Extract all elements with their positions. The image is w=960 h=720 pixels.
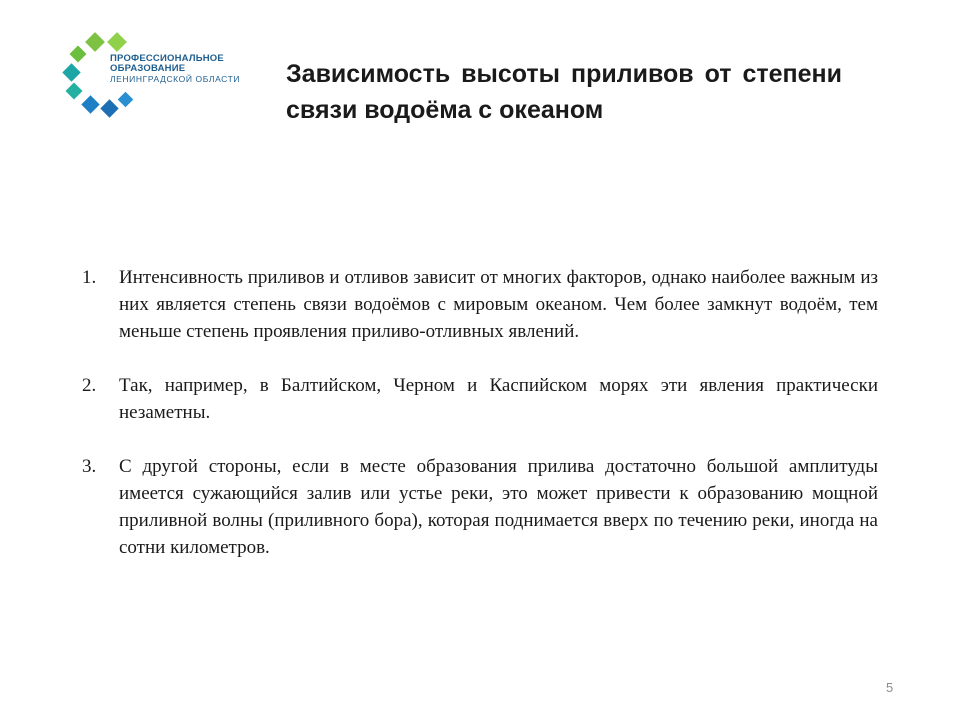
list-item [82,372,878,426]
logo-green-square [107,32,127,52]
page-number: 5 [886,680,894,695]
logo-blue-square [100,99,118,117]
list-item-text: Так, например, в Балтийском, Черном и Каспийском морях эти явления практически незаметны. [119,375,878,423]
logo-teal-square [66,83,83,100]
list-item-text: Интенсивность приливов и отливов зависит от многих факторов, однако наиболее важным из них является степень связи водоёмов с мировым океаном. Чем более замкнут водоём, тем меньше степень проявления приливо-отливных явлений. [119,267,878,342]
numbered-list [82,264,878,561]
list-item-number: 2. [82,375,97,396]
logo-blue-square [118,92,134,108]
logo-line-3: ЛЕНИНГРАДСКОЙ ОБЛАСТИ [110,74,241,84]
logo-green-square [70,46,87,63]
list-item-number: 3. [82,456,97,477]
list-item-number: 1. [82,267,97,288]
slide-title: Зависимость высоты приливов от степени связи водоёма с океаном [286,60,842,124]
logo-line-1: ПРОФЕССИОНАЛЬНОЕ [110,53,224,64]
logo-blue-square [81,95,99,113]
list-item [82,453,878,561]
logo-text [110,54,240,84]
logo [60,30,250,122]
logo-line-2: ОБРАЗОВАНИЕ [110,63,186,74]
logo-teal-square [62,63,80,81]
list-item-text: С другой стороны, если в месте образования прилива достаточно большой амплитуды имеется сужающийся залив или устье реки, это может привести к образованию мощной приливной волны (приливного бора), которая поднимается вверх по течению реки, иногда на сотни километров. [119,456,878,558]
logo-green-square [85,32,105,52]
list-item [82,264,878,345]
